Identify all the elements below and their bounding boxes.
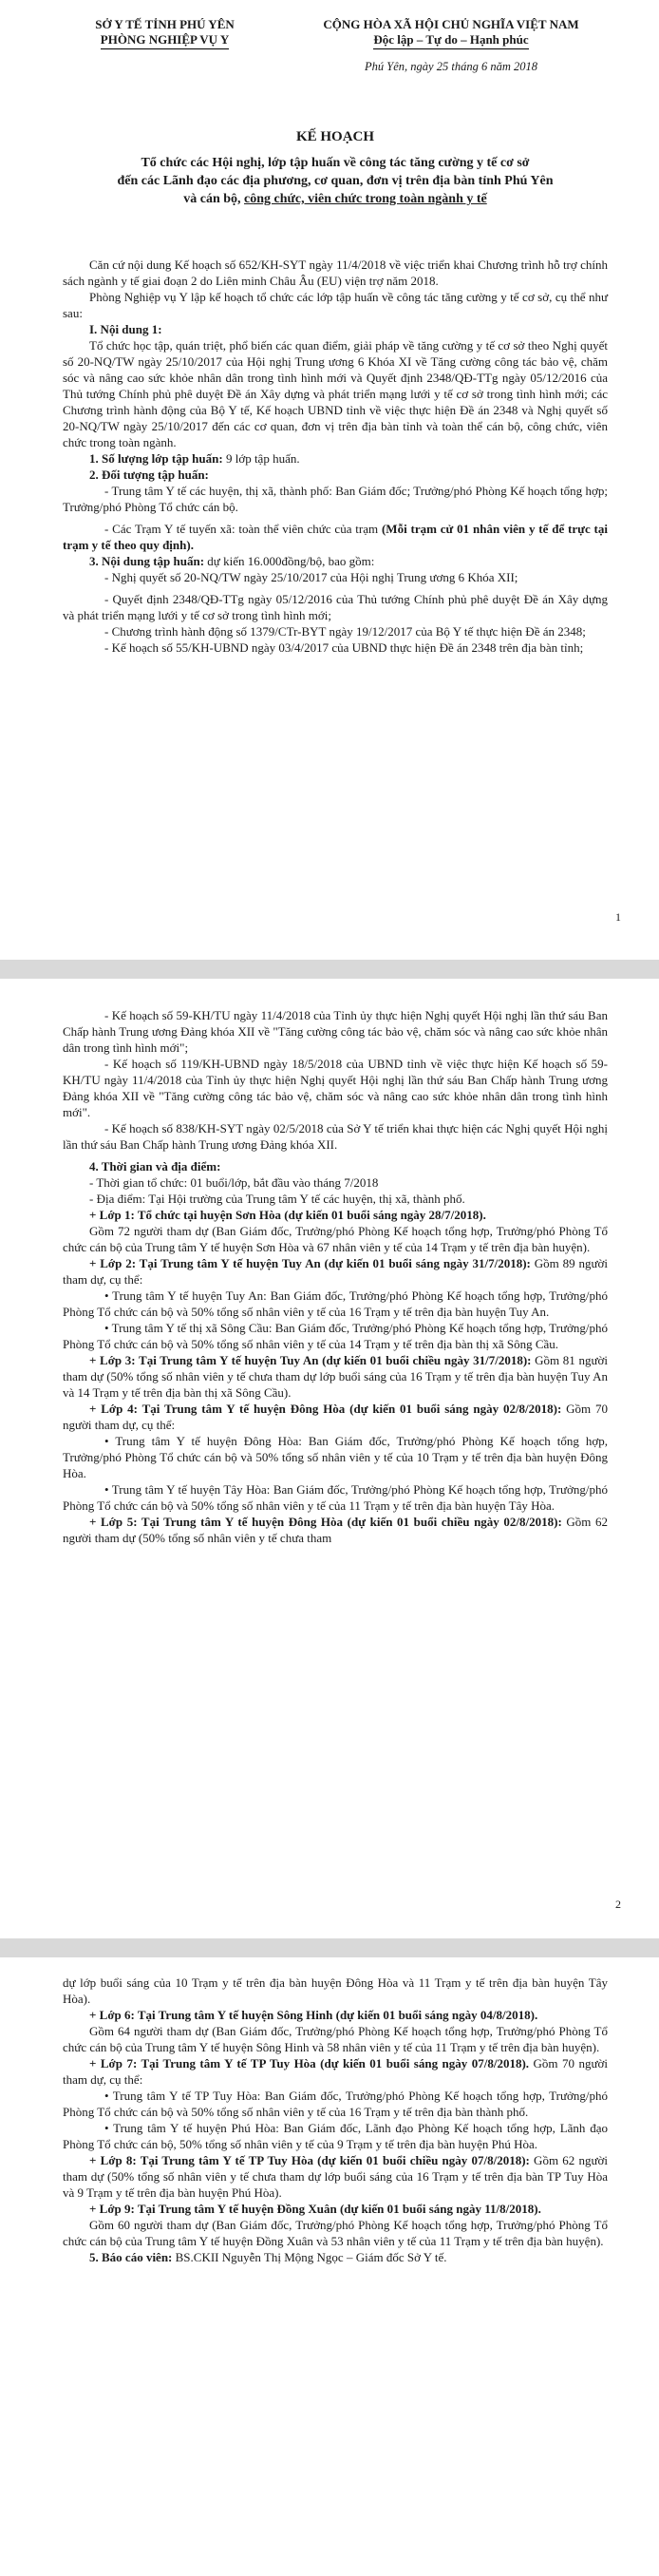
title-line-3 <box>63 190 608 208</box>
document-title <box>63 128 608 208</box>
class-2-item-2: • Trung tâm Y tế thị xã Sông Cầu: Ban Giám đốc, Trưởng/phó Phòng Kế hoạch tổng hợp, Trưởng/phó Phòng Tổ chức cán bộ và 50% tổng số nhân viên y tế của 14 Trạm y tế trên địa bàn thị xã Sông Cầu. <box>63 1321 608 1351</box>
national-motto: Độc lập – Tự do – Hạnh phúc <box>373 32 528 49</box>
class-4-heading-tail: Gồm 70 người tham dự, cụ thể: <box>63 1402 608 1432</box>
class-3-heading-text: + Lớp 3: Tại Trung tâm Y tế huyện Tuy An (dự kiến 01 buổi chiều ngày 31/7/2018): <box>89 1353 532 1367</box>
class-9-body: Gồm 60 người tham dự (Ban Giám đốc, Trưởng/phó Phòng Kế hoạch tổng hợp, Trưởng/phó Phòng Tổ chức cán bộ của Trung tâm Y tế huyện Đồng Xuân và 53 nhân viên y tế của 11 Trạm y tế trên địa bàn huyện). <box>63 2218 608 2248</box>
paragraph-intro: Phòng Nghiệp vụ Y lập kế hoạch tổ chức các lớp tập huấn về công tác tăng cường y tế cơ sở, cụ thể như sau: <box>63 290 608 320</box>
class-2-heading <box>63 1255 608 1288</box>
participants-item-1: - Trung tâm Y tế các huyện, thị xã, thành phố: Ban Giám đốc; Trưởng/phó Phòng Kế hoạch tổng hợp; Trưởng/phó Phòng Tổ chức cán bộ. <box>63 484 608 514</box>
class-7-heading-tail: Gồm 70 người tham dự, cụ thể: <box>63 2056 608 2087</box>
class-8-heading-tail: Gồm 62 người tham dự (50% tổng số nhân viên y tế chưa tham dự lớp buổi sáng của 16 Trạm y tế trên địa bàn TP Tuy Hòa và 9 Trạm y tế trên địa bàn huyện Phú Hòa). <box>63 2153 608 2200</box>
class-4-heading-text: + Lớp 4: Tại Trung tâm Y tế huyện Đông Hòa (dự kiến 01 buổi sáng ngày 02/8/2018): <box>89 1402 562 1416</box>
title-line-2: đến các Lãnh đạo các địa phương, cơ quan, đơn vị trên địa bàn tỉnh Phú Yên <box>117 174 554 188</box>
section-heading-1: I. Nội dung 1: <box>89 322 162 336</box>
class-5-heading-text: + Lớp 5: Tại Trung tâm Y tế huyện Đông Hòa (dự kiến 01 buổi chiều ngày 02/8/2018): <box>89 1515 562 1529</box>
document-page-3 <box>0 1957 659 2576</box>
class-2-item-1: • Trung tâm Y tế huyện Tuy An: Ban Giám đốc, Trưởng/phó Phòng Kế hoạch tổng hợp, Trưởng/phó Phòng Tổ chức cán bộ và 50% tổng số nhân viên y tế của 16 Trạm y tế trên địa bàn huyện Tuy An. <box>63 1288 608 1319</box>
title-line-3-a: và cán bộ, <box>183 192 245 206</box>
document-type: KẾ HOẠCH <box>295 129 375 144</box>
class-2-heading-tail: Gồm 89 người tham dự, cụ thể: <box>63 1256 608 1287</box>
class-4-heading <box>63 1401 608 1433</box>
item-speaker-value: BS.CKII Nguyễn Thị Mộng Ngọc – Giám đốc Sở Y tế. <box>172 2250 447 2264</box>
item-time-place-heading: 4. Thời gian và địa điểm: <box>89 1159 221 1174</box>
item-training-content-label: 3. Nội dung tập huấn: <box>89 554 205 568</box>
class-5-continuation: dự lớp buổi sáng của 10 Trạm y tế trên địa bàn huyện Đông Hòa và 11 Trạm y tế trên địa bàn huyện Tây Hòa). <box>63 1975 608 2006</box>
class-1-body: Gồm 72 người tham dự (Ban Giám đốc, Trưởng/phó Phòng Kế hoạch tổng hợp, Trưởng/phó Phòng Tổ chức cán bộ của Trung tâm Y tế huyện Sơn Hòa và 67 nhân viên y tế của 14 Trạm y tế trên địa bàn huyện). <box>63 1224 608 1254</box>
national-heading <box>294 17 608 74</box>
class-7-heading <box>63 2055 608 2088</box>
class-7-heading-text: + Lớp 7: Tại Trung tâm Y tế TP Tuy Hòa (dự kiến 01 buổi sáng ngày 07/8/2018). <box>89 2056 530 2070</box>
class-3-heading <box>63 1352 608 1401</box>
paragraph-content-1: Tổ chức học tập, quán triệt, phổ biến các quan điểm, giải pháp về tăng cường y tế cơ sở theo Nghị quyết số 20-NQ/TW ngày 25/10/2017 của Hội nghị Trung ương 6 Khóa XI về Tăng cường công tác bảo vệ, chăm sóc và nâng cao sức khỏe nhân dân trong tình hình mới và Quyết định 2348/QĐ-TTg ngày 05/12/2016 của Thủ tướng Chính phủ phê duyệt Đề án Xây dựng và phát triển mạng lưới y tế cơ sở trong tình hình mới; các Chương trình hành động của Bộ Y tế, Kế hoạch UBND tỉnh về việc thực hiện Đề án 2348 và Nghị quyết số 20-NQ/TW ngày 25/10/2017 đến các cơ quan, đơn vị trên địa bàn tỉnh và toàn thể cán bộ, công chức, viên chức trong toàn ngành. <box>63 338 608 449</box>
item-class-count-value: 9 lớp tập huấn. <box>222 451 300 466</box>
class-4-item-1: • Trung tâm Y tế huyện Đông Hòa: Ban Giám đốc, Trưởng/phó Phòng Kế hoạch tổng hợp, Trưởng/phó Phòng Tổ chức cán bộ và 50% tổng số nhân viên y tế của 10 Trạm y tế trên địa bàn huyện Đông Hòa. <box>63 1434 608 1480</box>
page-2-body <box>63 1007 608 1546</box>
item-training-content-value: dự kiến 16.000đồng/bộ, bao gồm: <box>204 554 375 568</box>
item-class-count-label: 1. Số lượng lớp tập huấn: <box>89 451 223 466</box>
document-date: Phú Yên, ngày 25 tháng 6 năm 2018 <box>365 60 537 73</box>
place-line: - Địa điểm: Tại Hội trường của Trung tâm Y tế các huyện, thị xã, thành phố. <box>89 1192 465 1206</box>
page-3-body <box>63 1975 608 2265</box>
class-7-item-2: • Trung tâm Y tế huyện Phú Hòa: Ban Giám đốc, Lãnh đạo Phòng Kế hoạch tổng hợp, Lãnh đạo Phòng Tổ chức cán bộ, 50% tổng số nhân viên y tế của 9 Trạm y tế trên địa bàn huyện Phú Hòa. <box>63 2121 608 2151</box>
class-6-body: Gồm 64 người tham dự (Ban Giám đốc, Trưởng/phó Phòng Kế hoạch tổng hợp, Trưởng/phó Phòng Tổ chức cán bộ của Trung tâm Y tế huyện Sông Hinh và 58 nhân viên y tế của 11 Trạm y tế trên địa bàn huyện). <box>63 2024 608 2054</box>
participants-item-2-b: (Mỗi trạm cử 01 nhân viên y tế để trực tại trạm y tế theo quy định). <box>63 522 608 552</box>
item-participants-heading: 2. Đối tượng tập huấn: <box>89 467 209 482</box>
page-number: 1 <box>615 910 621 924</box>
participants-item-2-a: - Các Trạm Y tế tuyến xã: toàn thể viên chức của trạm <box>104 522 382 536</box>
content-item-7: - Kế hoạch số 838/KH-SYT ngày 02/5/2018 của Sở Y tế triển khai thực hiện các Nghị quyết Hội nghị lần thứ sáu Ban Chấp hành Trung ương Đảng khóa XII. <box>63 1121 608 1152</box>
class-1-heading: + Lớp 1: Tổ chức tại huyện Sơn Hòa (dự kiến 01 buổi sáng ngày 28/7/2018). <box>89 1208 486 1222</box>
agency-line-1: SỞ Y TẾ TỈNH PHÚ YÊN <box>95 17 235 31</box>
content-item-5: - Kế hoạch số 59-KH/TU ngày 11/4/2018 của Tỉnh ủy thực hiện Nghị quyết Hội nghị lần thứ sáu Ban Chấp hành Trung ương Đảng khóa XII về "Tăng cường công tác bảo vệ, chăm sóc và nâng cao sức khỏe nhân dân trong tình hình mới"; <box>63 1008 608 1055</box>
nation-name: CỘNG HÒA XÃ HỘI CHỦ NGHĨA VIỆT NAM <box>323 17 579 31</box>
page-1-body <box>63 257 608 656</box>
class-3-heading-tail: Gồm 81 người tham dự (50% tổng số nhân viên y tế chưa tham dự lớp buổi sáng của 16 Trạm y tế trên địa bàn huyện Tuy An và 14 Trạm y tế trên địa bàn thị xã Sông Cầu). <box>63 1353 608 1400</box>
class-7-item-1: • Trung tâm Y tế TP Tuy Hòa: Ban Giám đốc, Trưởng/phó Phòng Kế hoạch tổng hợp, Trưởng/phó Phòng Tổ chức cán bộ và 50% tổng số nhân viên y tế của 16 Trạm y tế trên địa bàn thành phố. <box>63 2089 608 2119</box>
class-5-heading-tail: Gồm 62 người tham dự (50% tổng số nhân viên y tế chưa tham <box>63 1515 609 1545</box>
title-line-1: Tổ chức các Hội nghị, lớp tập huấn về công tác tăng cường y tế cơ sở <box>141 156 530 170</box>
document-page-1 <box>0 0 659 960</box>
class-4-item-2: • Trung tâm Y tế huyện Tây Hòa: Ban Giám đốc, Trưởng/phó Phòng Kế hoạch tổng hợp, Trưởng/phó Phòng Tổ chức cán bộ và 50% tổng số nhân viên y tế của 11 Trạm y tế trên địa bàn huyện Tây Hòa. <box>63 1482 608 1513</box>
agency-line-2: PHÒNG NGHIỆP VỤ Y <box>101 32 229 49</box>
class-6-heading: + Lớp 6: Tại Trung tâm Y tế huyện Sông Hinh (dự kiến 01 buổi sáng ngày 04/8/2018). <box>89 2008 538 2022</box>
item-class-count <box>63 450 608 467</box>
class-2-heading-text: + Lớp 2: Tại Trung tâm Y tế huyện Tuy An (dự kiến 01 buổi sáng ngày 31/7/2018): <box>89 1256 531 1270</box>
class-8-heading <box>63 2152 608 2201</box>
content-item-1: - Nghị quyết số 20-NQ/TW ngày 25/10/2017 của Hội nghị Trung ương 6 Khóa XII; <box>104 570 518 584</box>
title-line-3-b: công chức, viên chức trong toàn ngành y tế <box>244 192 487 206</box>
content-item-3: - Chương trình hành động số 1379/CTr-BYT ngày 19/12/2017 của Bộ Y tế thực hiện Đề án 2348; <box>104 624 586 639</box>
item-speaker <box>63 2249 608 2265</box>
class-8-heading-text: + Lớp 8: Tại Trung tâm Y tế TP Tuy Hòa (dự kiến 01 buổi chiều ngày 07/8/2018): <box>89 2153 530 2167</box>
issuing-agency <box>63 17 267 49</box>
content-item-4: - Kế hoạch số 55/KH-UBND ngày 03/4/2017 của UBND thực hiện Đề án 2348 trên địa bàn tỉnh; <box>104 640 584 655</box>
document-header <box>63 17 608 131</box>
class-5-heading <box>63 1514 608 1546</box>
document-page-2 <box>0 979 659 1938</box>
class-9-heading: + Lớp 9: Tại Trung tâm Y tế huyện Đồng Xuân (dự kiến 01 buổi sáng ngày 11/8/2018). <box>89 2202 541 2216</box>
item-training-content <box>63 553 608 569</box>
time-line: - Thời gian tổ chức: 01 buổi/lớp, bắt đầu vào tháng 7/2018 <box>89 1175 379 1190</box>
participants-item-2 <box>63 521 608 553</box>
page-number: 2 <box>615 1898 621 1911</box>
content-item-2: - Quyết định 2348/QĐ-TTg ngày 05/12/2016 của Thủ tướng Chính phủ phê duyệt Đề án Xây dựng và phát triển mạng lưới y tế cơ sở trong tình hình mới; <box>63 592 608 622</box>
item-speaker-label: 5. Báo cáo viên: <box>89 2250 173 2264</box>
content-item-6: - Kế hoạch số 119/KH-UBND ngày 18/5/2018 của UBND tỉnh về việc thực hiện Kế hoạch số 59-KH/TU ngày 11/4/2018 của Tỉnh ủy thực hiện Nghị quyết Hội nghị lần thứ sáu Ban Chấp hành Trung ương Đảng khóa XII về "Tăng cường công tác bảo vệ, chăm sóc và nâng cao sức khỏe nhân dân trong tình hình mới". <box>63 1057 608 1119</box>
paragraph-legal-basis: Căn cứ nội dung Kế hoạch số 652/KH-SYT ngày 11/4/2018 về việc triển khai Chương trình hỗ trợ chính sách ngành y tế giai đoạn 2 do Liên minh Châu Âu (EU) viện trợ năm 2018. <box>63 258 608 288</box>
